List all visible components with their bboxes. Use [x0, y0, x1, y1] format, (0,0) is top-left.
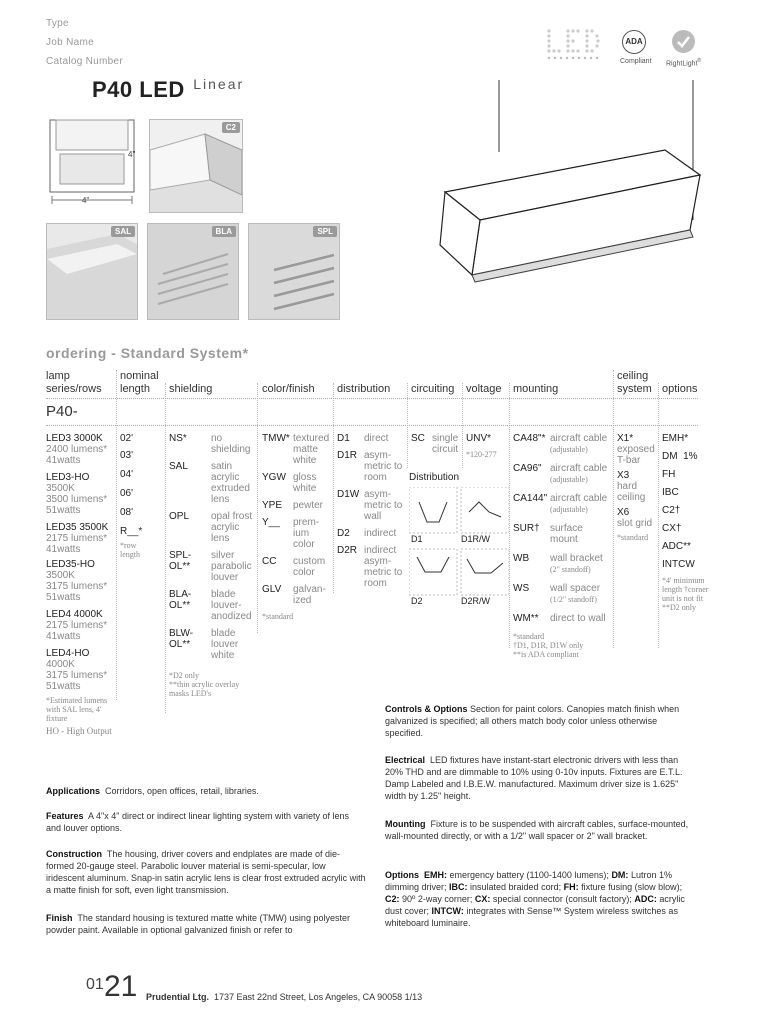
ordering-heading: ordering - Standard System*	[46, 345, 249, 361]
ceiling-x3: X3 hard ceiling	[617, 470, 646, 503]
sal-tag: SAL	[111, 226, 135, 237]
color-premium: Y__ prem-ium color	[262, 517, 320, 550]
color-ygw: YGW gloss white	[262, 472, 317, 494]
ceiling-x6: X6 slot grid	[617, 507, 653, 529]
dist-label-d2: D2	[411, 596, 423, 606]
lamp-note: *Estimated lumens with SAL lens, 4' fixture	[46, 696, 108, 723]
hdr-mounting: mounting	[513, 383, 559, 395]
model-prefix: P40-	[46, 403, 78, 420]
construction-paragraph: Construction The housing, driver covers and endplates are made of die-formed 20-gauge steel. Parabolic louver material is semi-specular, low iridescent aluminum. Snap-in satin acrylic lens is clear frost extruded acrylic with a matte finish for soft, even light transmission.	[46, 849, 366, 895]
bla-louver-image	[147, 223, 239, 320]
shield-ns: NS* no shielding	[169, 433, 251, 455]
mount-ca48: CA48"* aircraft cable (adjustable)	[513, 433, 608, 454]
shield-blw: BLW-OL** blade louver white	[169, 628, 239, 661]
c2-tag: C2	[222, 122, 240, 133]
job-name-label: Job Name	[46, 37, 94, 48]
fixture-illustration	[435, 80, 735, 320]
length-06: 06'	[120, 488, 134, 499]
color-tmw: TMW* textured matte white	[262, 433, 330, 466]
dist-d1w: D1W asym-metric to wall	[337, 489, 403, 522]
lamp-led4-ho: LED4-HO 4000K 3175 lumens* 51watts	[46, 648, 108, 692]
page-number-prefix: 01	[86, 976, 104, 993]
color-note: *standard	[262, 612, 294, 621]
ada-badge-icon: ADA	[622, 30, 646, 54]
distribution-diagrams	[409, 487, 509, 605]
led-logo-icon	[546, 27, 606, 66]
options-note-1: *4' minimum length †corner unit is not fit	[662, 576, 709, 603]
finish-paragraph: Finish The standard housing is textured matte white (TMW) using polyester powder paint. Available in optional galvanized finish or refer to	[46, 913, 350, 935]
option-dm: DM 1%	[662, 451, 698, 462]
hdr-series: series/rows	[46, 383, 102, 395]
dist-d2r: D2R indirect asym-metric to room	[337, 545, 403, 589]
dist-d1: D1 direct	[337, 433, 389, 444]
applications-paragraph: Applications Corridors, open offices, retail, libraries.	[46, 786, 259, 796]
lamp-led4: LED4 4000K 2175 lumens* 41watts	[46, 609, 108, 642]
hdr-circuiting: circuiting	[411, 383, 455, 395]
lamp-led3: LED3 3000K 2400 lumens* 41watts	[46, 433, 108, 466]
color-ype: YPE pewter	[262, 500, 324, 511]
mount-ca144: CA144" aircraft cable (adjustable)	[513, 493, 608, 514]
mount-note-2: †D1, D1R, D1W only	[513, 641, 584, 650]
height-dimension: 4"	[128, 150, 136, 159]
hdr-shielding: shielding	[169, 383, 213, 395]
color-glv: GLV galvan-ized	[262, 584, 326, 606]
ho-note: HO - High Output	[46, 726, 112, 736]
mounting-column	[513, 433, 613, 659]
mount-sur: SUR† surface mount	[513, 523, 583, 545]
mount-note-3: **is ADA compliant	[513, 650, 579, 659]
width-dimension: 4"	[82, 196, 90, 205]
type-label: Type	[46, 18, 69, 29]
page-number: 21	[104, 970, 138, 1003]
options-paragraph: Options EMH: emergency battery (1100-1400 lumens); DM: Lutron 1% dimming driver; IBC: insulated braided cord; FH: fixture fusing (slow blow); C2: 90º 2-way corner; CX: special connector (consult factory); ADC: acrylic dust cover; INTCW: integrates with Sense™ System wireless switches as whiteboard luminaire.	[385, 870, 685, 928]
length-column	[120, 433, 165, 559]
option-adc: ADC**	[662, 541, 691, 552]
option-ibc: IBC	[662, 487, 679, 498]
distribution-diagram-title: Distribution	[409, 472, 460, 483]
spl-louver-image	[248, 223, 340, 320]
dist-label-d1rw: D1R/W	[461, 534, 490, 544]
hdr-color: color/finish	[262, 383, 315, 395]
options-note-2: **D2 only	[662, 603, 696, 612]
hdr-nominal: nominal	[120, 370, 159, 382]
shield-opl: OPL opal frost acrylic lens	[169, 511, 253, 544]
mount-note-1: *standard	[513, 632, 545, 641]
hdr-voltage: voltage	[466, 383, 502, 395]
dist-d1r: D1R asym-metric to room	[337, 450, 403, 483]
hdr-ceiling: ceiling	[617, 370, 649, 382]
distribution-column	[337, 433, 409, 589]
spl-tag: SPL	[313, 226, 337, 237]
ceiling-column	[617, 433, 659, 542]
mount-ws: WS wall spacer (1/2" standoff)	[513, 583, 601, 604]
product-title: P40 LED	[92, 77, 185, 102]
option-c2: C2†	[662, 505, 681, 516]
lamp-led35: LED35 3500K 2175 lumens* 41watts	[46, 522, 109, 555]
options-column	[662, 433, 722, 612]
mount-ca96: CA96" aircraft cable (adjustable)	[513, 463, 608, 484]
hdr-length: length	[120, 383, 150, 395]
ceiling-x1: X1* exposed T-bar	[617, 433, 655, 466]
length-08: 08'	[120, 507, 134, 518]
bla-tag: BLA	[212, 226, 236, 237]
rightlight-label: RightLight	[666, 60, 698, 68]
product-subtitle: Linear	[193, 76, 245, 92]
sal-lens-image	[46, 223, 138, 320]
shield-spl: SPL-OL** silver parabolic louver	[169, 550, 252, 583]
prefix-rule	[46, 425, 698, 426]
rightlight-check-icon	[672, 30, 695, 53]
footer-address-line: Prudential Ltg. 1737 East 22nd Street, Los Angeles, CA 90058 1/13	[146, 992, 423, 1002]
hdr-options: options	[662, 383, 698, 395]
option-intcw: INTCW	[662, 559, 695, 570]
shield-note-2: **thin acrylic overlay masks LED's	[169, 680, 240, 698]
shield-sal: SAL satin acrylic extruded lens	[169, 461, 250, 505]
lamp-led35-ho: LED35-HO 3500K 3175 lumens* 51watts	[46, 559, 108, 603]
length-04: 04'	[120, 469, 134, 480]
color-column	[262, 433, 334, 621]
features-paragraph: Features A 4"x 4" direct or indirect linear lighting system with variety of lens and louver options.	[46, 811, 350, 833]
mount-wm: WM** direct to wall	[513, 613, 606, 624]
mounting-paragraph: Mounting Fixture is to be suspended with aircraft cables, surface-mounted, wall-mounted directly, or with a 1/2" wall spacer or 2" wall bracket.	[385, 819, 689, 841]
circuit-sc: SC single circuit	[411, 433, 459, 455]
rightlight-mark: ®	[697, 58, 702, 64]
dist-label-d2rw: D2R/W	[461, 596, 490, 606]
lamp-led3-ho: LED3-HO 3500K 3500 lumens* 51watts	[46, 472, 108, 516]
length-02: 02'	[120, 433, 134, 444]
option-emh: EMH*	[662, 433, 689, 444]
shielding-column	[169, 433, 257, 698]
header-rule	[46, 398, 698, 399]
controls-paragraph: Controls & Options Section for paint colors. Canopies match finish when galvanized is specified; all others match body color unless otherwise specified.	[385, 704, 680, 738]
shield-bla: BLA-OL** blade louver-anodized	[169, 589, 252, 622]
electrical-paragraph: Electrical LED fixtures have instant-start electronic drivers with less than 20% THD and are dimmable to 10% using 0-10v inputs. Fixtures are E.T.L. Damp Labeled and I.B.E.W. manufactured. Maximum driver size is 1.625" width by 1.25" height.	[385, 755, 683, 801]
color-cc: CC custom color	[262, 556, 326, 578]
shield-note-1: *D2 only	[169, 671, 199, 680]
length-03: 03'	[120, 450, 134, 461]
dist-d2: D2 indirect	[337, 528, 397, 539]
catalog-number-label: Catalog Number	[46, 56, 124, 67]
voltage-unv: UNV*	[466, 433, 492, 444]
hdr-distribution: distribution	[337, 383, 391, 395]
length-note: *row length	[120, 541, 140, 559]
mount-wb: WB wall bracket (2" standoff)	[513, 553, 603, 574]
ceiling-note: *standard	[617, 533, 649, 542]
cross-section-drawing	[46, 118, 138, 208]
hdr-lamp: lamp	[46, 370, 70, 382]
dist-label-d1: D1	[411, 534, 423, 544]
corner-c2-image	[149, 119, 243, 213]
voltage-note: *120-277	[466, 450, 497, 459]
hdr-system: system	[617, 383, 652, 395]
option-fh: FH	[662, 469, 676, 480]
length-row: R__*	[120, 526, 143, 537]
lamp-column	[46, 433, 116, 736]
option-cx: CX†	[662, 523, 682, 534]
compliant-label: Compliant	[620, 58, 652, 65]
